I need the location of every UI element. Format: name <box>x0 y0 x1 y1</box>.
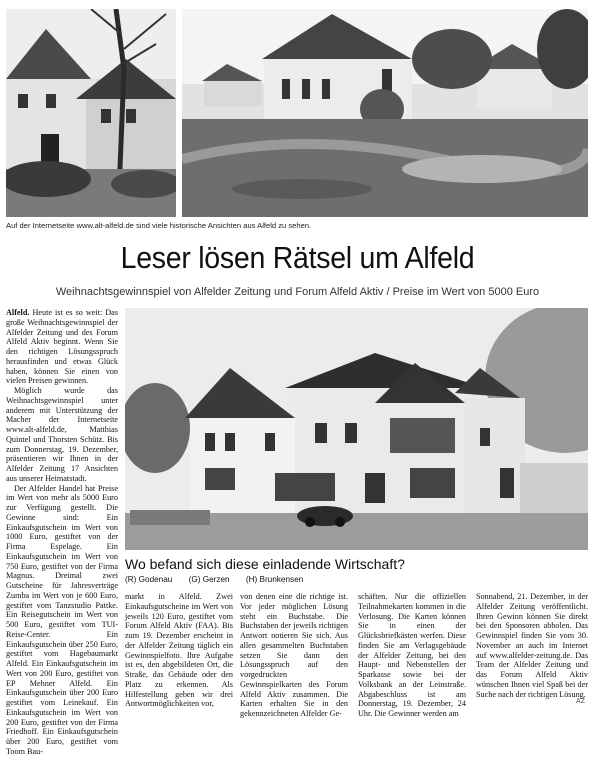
quiz-question: Wo befand sich diese einladende Wirtschaft? <box>125 556 405 572</box>
lead-paragraph <box>6 308 118 386</box>
photo-historic-building <box>6 9 176 217</box>
option-g: (G) Gerzen <box>188 575 230 584</box>
photo-quiz-inn-image <box>125 308 588 550</box>
lead-text: Heute ist es so weit: Das große Weihnachtsgewinnspiel der Alfelder Zeitung und des Forum Alfeld Aktiv beginnt. Wenn Sie den richtigen Lösungsspruch herausfinden und etwas Glück haben, können Sie einen von vielen Preisen gewinnen. <box>6 308 118 386</box>
option-h: (H) Brunkensen <box>245 575 304 584</box>
article-column-3: von denen eine die richtige ist. Vor jeder möglichen Lösung steht ein Buchstabe. Die Buchstaben der jeweils richtigen Antwort notieren Sie sich. Aus allen gesammelten Buchstaben setzen Sie dann den Lösungsspruch auf den vorgedruckten Gewinnspielkarten des Forum Alfeld Aktiv zusammen. Die Karten erhalten Sie in den gekennzeichneten Alfelder Ge- <box>240 592 348 718</box>
headline: Leser lösen Rätsel um Alfeld <box>120 240 475 275</box>
author-initials: AZ <box>576 698 585 705</box>
option-r: (R) Godenau <box>125 575 173 584</box>
article-column-2: markt in Alfeld. Zwei Einkaufsgutscheine im Wert von jeweils 120 Euro, gestiftet vom Forum Alfeld Aktiv (FAA). Bis zum 19. Dezember erscheint in der Alfelder Zeitung täglich ein Gewinnspielfoto. Ihre Aufgabe ist es, den abgebildeten Ort, die Straße, das Gebäude oder den Platz zu erkennen. Als Hilfestellung geben wir drei Antwortmöglichkeiten vor, <box>125 592 233 709</box>
photo-quiz-inn <box>125 308 588 550</box>
photo-historic-building-image <box>6 9 176 217</box>
paragraph-2: Möglich wurde das Weihnachtsgewinnspiel unter anderem mit Unterstützung der Macher der Internetseite www.alt-alfeld.de, Matthias Quintel und Thorsten Schütz. Bis zum Donnerstag, 19. Dezember, präsentieren wir Ihnen in der Alfelder Zeitung 17 Ansichten aus unserer Heimatstadt. <box>6 386 118 483</box>
photo-village-street-image <box>182 9 588 217</box>
article-column-4: schäften. Nur die offiziellen Teilnahmekarten kommen in die Verlosung. Die Karten können Sie in einen der Glücksbriefkästen werfen. Diese finden Sie am Verlagsgebäude der Alfelder Zeitung, bei den Haupt- und Nebenstellen der Sparkasse sowie bei der Volksbank an der Leinstraße. Abgabeschluss ist am Donnerstag, 19. Dezember, 24 Uhr. Die Gewinner werden am <box>358 592 466 718</box>
dateline: Alfeld. <box>6 308 30 317</box>
quiz-options <box>125 575 317 584</box>
photo-village-street <box>182 9 588 217</box>
article-column-1 <box>6 308 118 757</box>
photo-caption: Auf der Internetseite www.alt-alfeld.de sind viele historische Ansichten aus Alfeld zu sehen. <box>6 221 312 230</box>
article-column-5: Sonnabend, 21. Dezember, in der Alfelder Zeitung veröffentlicht. Ihren Gewinn können Sie direkt bei den Sponsoren abholen. Das Gewinnspiel finden Sie vom 30. November an auch im Internet auf www.alfelder-zeitung.de. Das Team der Alfelder Zeitung und das Forum Alfeld Aktiv wünschen Ihnen viel Spaß bei der Suche nach der richtigen Lösung. <box>476 592 588 699</box>
paragraph-3: Der Alfelder Handel hat Preise im Wert von mehr als 5000 Euro zur Verfügung gestellt. Die Gewinne sind: Ein Einkaufsgutschein im Wert von 1000 Euro, gestiftet von der Firma Espelage. Ein Einkaufsgutschein im Wert von 750 Euro, gestiftet von der Firma Magnus. Dreimal zwei Gutscheine für Jahresverträge Zumba im Wert von je 600 Euro, gestiftet vom Tanzstudio Pattke. Ein Reisegutschein im Wert von 500 Euro, gestiftet vom TUI-Reise-Center. Ein Einkaufsgutschein über 250 Euro, gestiftet vom Hagebaumarkt Alfeld. Ein Einkaufsgutschein im Wert von 200 Euro, gestiftet von EP Mehner Alfeld. Ein Einkaufsgutschein über 200 Euro gestiftet vom Leinekauf. Ein Einkaufsgutschein im Wert von 200 Euro, gestiftet von der Firma Friedhoff. Ein Einkaufsgutschein über 200 Euro, gestiftet vom Toom Bau- <box>6 483 118 756</box>
subheadline: Weihnachtsgewinnspiel von Alfelder Zeitung und Forum Alfeld Aktiv / Preise im Wert von 5000 Euro <box>55 286 540 298</box>
